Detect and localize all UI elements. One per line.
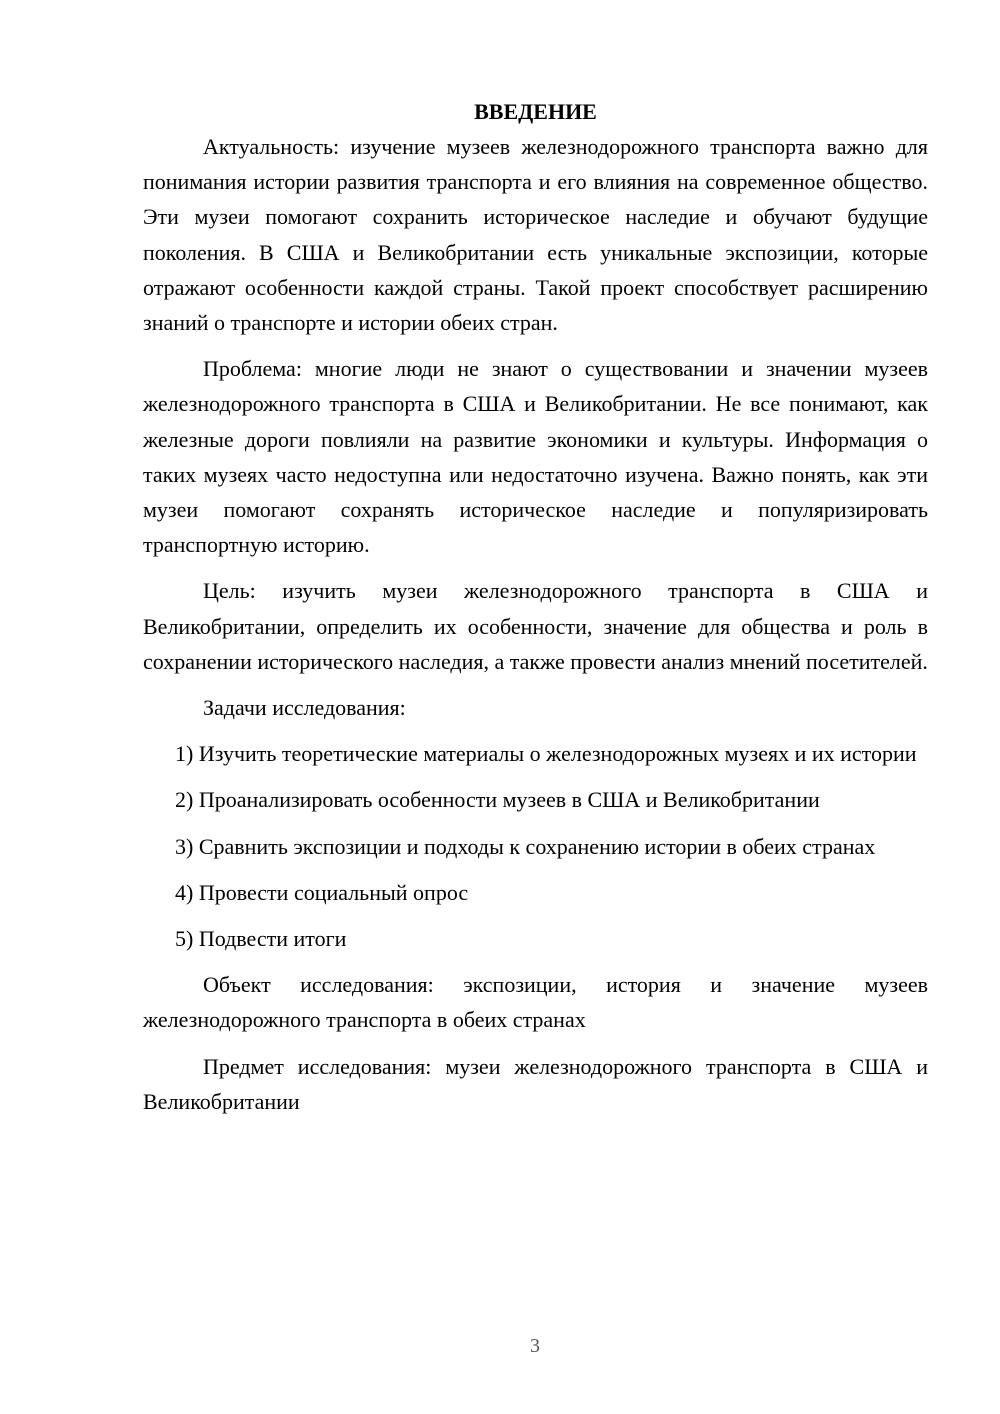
page-number: 3: [530, 1335, 540, 1357]
goal-paragraph: Цель: изучить музеи железнодорожного транспорта в США и Великобритании, определить их особенности, значение для общества и роль в сохранении исторического наследия, а также провести анализ мнений посетителей.: [143, 578, 928, 674]
section-heading: ВВЕДЕНИЕ: [474, 99, 597, 124]
relevance-paragraph: Актуальность: изучение музеев железнодорожного транспорта важно для понимания истории развития транспорта и его влияния на современное общество. Эти музеи помогают сохранить историческое наследие и обучают будущие поколения. В США и Великобритании есть уникальные экспозиции, которые отражают особенности каждой страны. Такой проект способствует расширению знаний о транспорте и истории обеих стран.: [143, 134, 928, 336]
task-item: 3) Сравнить экспозиции и подходы к сохранению истории в обеих странах: [175, 833, 876, 859]
object-paragraph: Объект исследования: экспозиции, история и значение музеев железнодорожного транспорта в обеих странах: [143, 972, 928, 1033]
task-item: 5) Подвести итоги: [175, 926, 347, 952]
task-item: 1) Изучить теоретические материалы о железнодорожных музеях и их истории: [175, 741, 917, 767]
task-item: 2) Проанализировать особенности музеев в США и Великобритании: [175, 787, 820, 813]
tasks-title: Задачи исследования:: [203, 695, 406, 721]
page-content: [143, 94, 928, 1130]
task-item: 4) Провести социальный опрос: [175, 879, 469, 905]
subject-paragraph: Предмет исследования: музеи железнодорожного транспорта в США и Великобритании: [143, 1053, 928, 1114]
problem-paragraph: Проблема: многие люди не знают о существовании и значении музеев железнодорожного транспорта в США и Великобритании. Не все понимают, как железные дороги повлияли на развитие экономики и культуры. Информация о таких музеях часто недоступна или недостаточно изучена. Важно понять, как эти музеи помогают сохранять историческое наследие и популяризировать транспортную историю.: [143, 356, 928, 558]
